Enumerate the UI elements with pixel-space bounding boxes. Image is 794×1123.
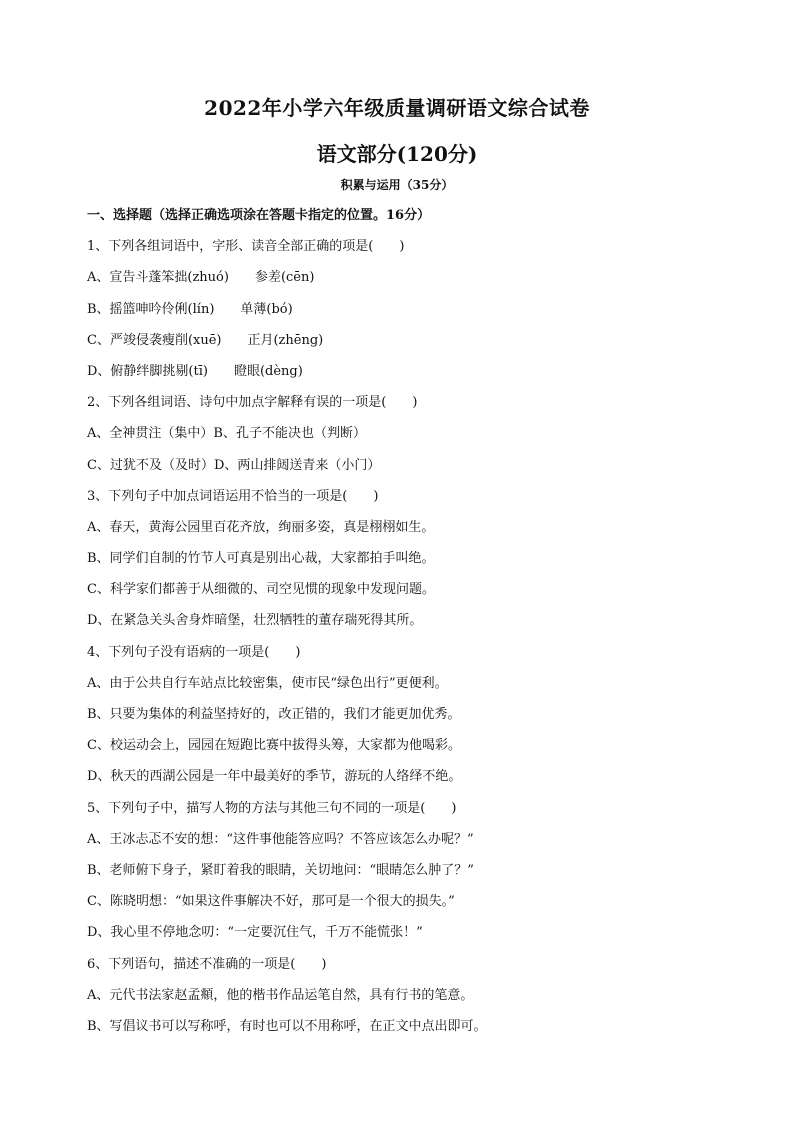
q6-option-a: A、元代书法家赵孟頫，他的楷书作品运笔自然，具有行书的笔意。 <box>87 987 474 1003</box>
question-4: 4、下列句子没有语病的一项是( ) <box>87 644 301 660</box>
question-1: 1、下列各组词语中，字形、读音全部正确的项是( ) <box>87 239 405 255</box>
question-5: 5、下列句子中，描写人物的方法与其他三句不同的一项是( ) <box>87 800 457 816</box>
q4-option-d: D、秋天的西湖公园是一年中最美好的季节，游玩的人络绎不绝。 <box>87 769 462 785</box>
q6-option-b: B、写倡议书可以写称呼，有时也可以不用称呼，在正文中点出即可。 <box>87 1018 487 1034</box>
question-lines <box>87 205 727 1047</box>
section-heading: 积累与运用（35分） <box>340 178 454 192</box>
exam-subtitle: 语文部分(120分) <box>316 142 478 166</box>
q3-option-a: A、春天，黄海公园里百花齐放，绚丽多姿，真是栩栩如生。 <box>87 519 435 535</box>
q3-option-c: C、科学家们都善于从细微的、司空见惯的现象中发现问题。 <box>87 582 435 598</box>
q1-option-b: B、摇篮呻吟伶俐(lín) 单薄(bó) <box>87 301 293 317</box>
question-6: 6、下列语句，描述不准确的一项是( ) <box>87 956 327 972</box>
q5-option-d: D、我心里不停地念叨：“一定要沉住气，千万不能慌张！” <box>87 925 423 941</box>
q5-option-a: A、王冰忐忑不安的想：“这件事他能答应吗？不答应该怎么办呢？” <box>87 831 474 847</box>
q1-option-a: A、宣告斗蓬笨拙(zhuó) 参差(cēn) <box>87 270 315 286</box>
q3-option-b: B、同学们自制的竹节人可真是别出心裁，大家都拍手叫绝。 <box>87 551 435 567</box>
q5-option-c: C、陈晓明想：“如果这件事解决不好，那可是一个很大的损失。” <box>87 894 455 910</box>
question-3: 3、下列句子中加点词语运用不恰当的一项是( ) <box>87 488 379 504</box>
q4-option-b: B、只要为集体的利益坚持好的，改正错的，我们才能更加优秀。 <box>87 707 461 722</box>
q1-option-d: D、俯静绊脚挑剔(tī) 瞪眼(dèng) <box>87 363 303 379</box>
question-section-heading: 一、选择题（选择正确选项涂在答题卡指定的位置。16分） <box>87 208 431 223</box>
q4-option-c: C、校运动会上，园园在短跑比赛中拔得头筹，大家都为他喝彩。 <box>87 738 461 754</box>
q3-option-d: D、在紧急关头舍身炸暗堡，壮烈牺牲的董存瑞死得其所。 <box>87 613 423 629</box>
q2-options-ab: A、全神贯注（集中）B、孔子不能决也（判断） <box>87 426 366 442</box>
q4-option-a: A、由于公共自行车站点比较密集，使市民“绿色出行”更便利。 <box>87 675 448 691</box>
q1-option-c: C、严竣侵袭瘦削(xuē) 正月(zhēng) <box>87 332 324 348</box>
q2-options-cd: C、过犹不及（及时）D、两山排闼送青来（小门） <box>87 457 381 473</box>
exam-title: 2022年小学六年级质量调研语文综合试卷 <box>204 96 590 120</box>
q5-option-b: B、老师俯下身子，紧盯着我的眼睛，关切地问：“眼睛怎么肿了？” <box>87 862 474 878</box>
question-2: 2、下列各组词语、诗句中加点字解释有误的一项是( ) <box>87 395 418 411</box>
